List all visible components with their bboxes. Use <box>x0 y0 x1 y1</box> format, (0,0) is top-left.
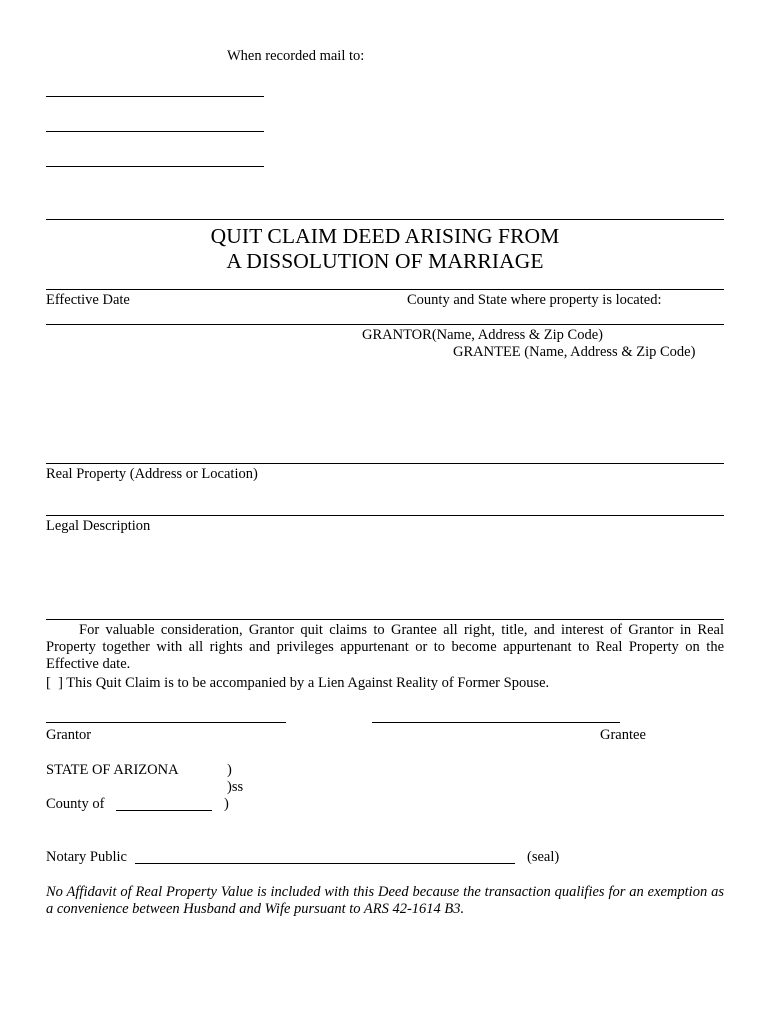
mail-to-line-3[interactable] <box>46 166 264 167</box>
grantee-signature-label: Grantee <box>600 727 646 743</box>
lien-checkbox[interactable]: [ ] <box>46 675 63 691</box>
county-state-label: County and State where property is located: <box>407 292 662 308</box>
grantor-signature-label: Grantor <box>46 727 92 743</box>
divider <box>46 324 724 325</box>
mail-to-line-1[interactable] <box>46 96 264 97</box>
grantor-signature-line[interactable] <box>46 722 286 723</box>
grantor-label: GRANTOR(Name, Address & Zip Code) <box>362 327 603 343</box>
ss-label: )ss <box>227 779 244 795</box>
divider <box>46 289 724 290</box>
grantee-signature-line[interactable] <box>372 722 620 723</box>
effective-date-label: Effective Date <box>46 292 130 308</box>
deed-title-line-1: QUIT CLAIM DEED ARISING FROM <box>210 224 560 248</box>
deed-title-line-2: A DISSOLUTION OF MARRIAGE <box>226 249 544 273</box>
divider <box>46 463 724 464</box>
seal-label: (seal) <box>527 849 560 865</box>
divider <box>46 515 724 516</box>
grantee-label: GRANTEE (Name, Address & Zip Code) <box>453 344 696 360</box>
consideration-paragraph: For valuable consideration, Grantor quit claims to Grantee all right, title, and interest of Grantor in Real Property together with all rights and privileges appurtenant or to become appurtenant to Real Property on the Effective date. <box>46 622 724 672</box>
venue-paren: ) <box>227 762 232 778</box>
notary-signature-line[interactable] <box>135 863 515 864</box>
mail-to-line-2[interactable] <box>46 131 264 132</box>
state-label: STATE OF ARIZONA <box>46 762 179 778</box>
mail-to-label: When recorded mail to: <box>227 48 365 64</box>
divider <box>46 219 724 220</box>
real-property-label: Real Property (Address or Location) <box>46 466 258 482</box>
lien-text: This Quit Claim is to be accompanied by a Lien Against Reality of Former Spouse. <box>66 675 550 691</box>
county-input-line[interactable] <box>116 810 212 811</box>
legal-description-label: Legal Description <box>46 518 151 534</box>
venue-paren: ) <box>224 796 229 812</box>
divider <box>46 619 724 620</box>
lien-clause <box>46 675 549 692</box>
affidavit-note: No Affidavit of Real Property Value is included with this Deed because the transaction qualifies for an exemption as a convenience between Husband and Wife pursuant to ARS 42-1614 B3. <box>46 884 724 917</box>
county-label: County of <box>46 796 105 812</box>
notary-label: Notary Public <box>46 849 127 865</box>
